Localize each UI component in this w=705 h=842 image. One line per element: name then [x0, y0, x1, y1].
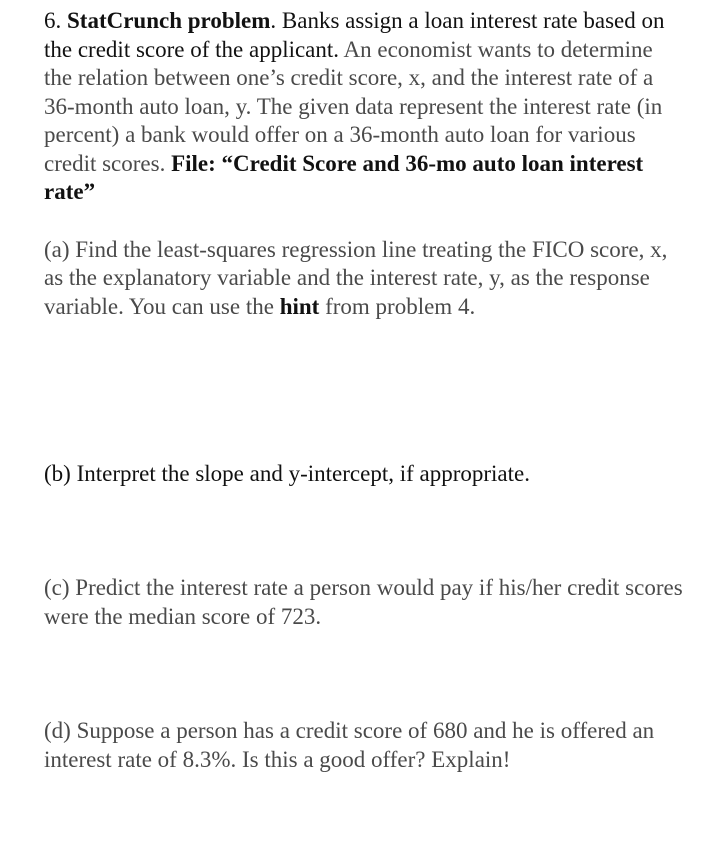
problem-title: StatCrunch problem — [67, 8, 271, 33]
question-part-b: (b) Interpret the slope and y-intercept, if appropriate. — [44, 461, 530, 486]
data-file-label: File: “Credit Score and 36-mo auto loan interest rate” — [44, 150, 644, 204]
question-part-d: (d) Suppose a person has a credit score of 680 and he is offered an interest rate of 8.3%. Is this a good offer? Explain! — [44, 718, 655, 772]
question-part-a — [44, 236, 684, 322]
part-a-text-end: from problem 4. — [319, 293, 476, 319]
problem-statement — [44, 7, 684, 207]
problem-number: 6. — [44, 8, 62, 33]
problem-context: An economist wants to determine the relation between one’s credit score, x, and the interest rate of a 36-month auto loan, y. The given data represent the interest rate (in percent) a bank would offer on a 36-month auto loan for various credit scores. — [44, 36, 663, 176]
question-part-c: (c) Predict the interest rate a person would pay if his/her credit scores were the median score of 723. — [44, 575, 683, 629]
hint-label: hint — [279, 293, 320, 319]
problem-intro: . Banks assign a loan interest rate based on the credit score of the applicant. — [44, 8, 665, 62]
worksheet-page — [44, 7, 684, 772]
part-a-text: (a) Find the least-squares regression line treating the FICO score, x, as the explanatory variable and the interest rate, y, as the response variable. You can use the — [44, 236, 668, 319]
